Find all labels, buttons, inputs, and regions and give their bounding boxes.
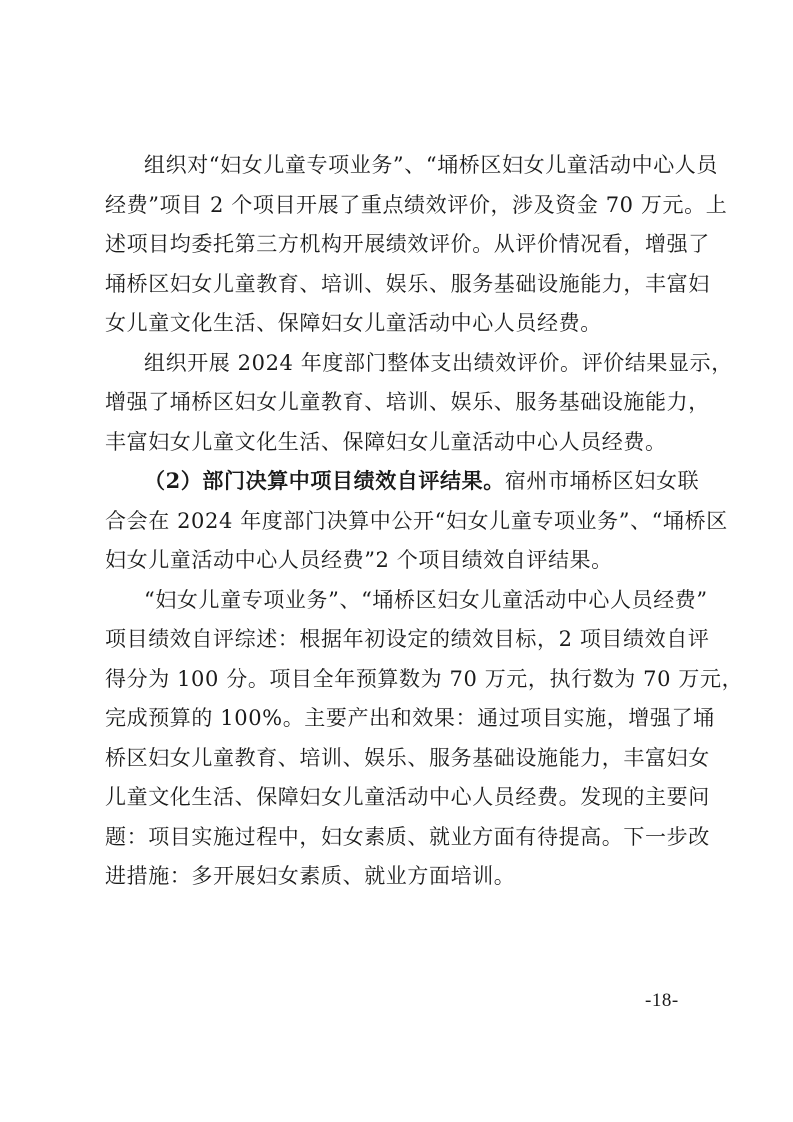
paragraph-1-line-4: 埇桥区妇女儿童教育、培训、娱乐、服务基础设施能力，丰富妇 xyxy=(105,272,710,296)
paragraph-1-line-1: 组织对“妇女儿童专项业务”、“埇桥区妇女儿童活动中心人员 xyxy=(144,153,719,177)
paragraph-1-line-2: 经费”项目 2 个项目开展了重点绩效评价，涉及资金 70 万元。上 xyxy=(105,193,728,217)
paragraph-2-line-2: 增强了埇桥区妇女儿童教育、培训、娱乐、服务基础设施能力， xyxy=(105,390,710,414)
paragraph-1-line-3: 述项目均委托第三方机构开展绩效评价。从评价情况看，增强了 xyxy=(105,232,710,256)
paragraph-4-line-5: 桥区妇女儿童教育、培训、娱乐、服务基础设施能力，丰富妇女 xyxy=(105,746,710,770)
paragraph-4-line-3: 得分为 100 分。项目全年预算数为 70 万元，执行数为 70 万元， xyxy=(105,667,744,691)
paragraph-3-lead-text: 宿州市埇桥区妇女联 xyxy=(504,469,700,493)
paragraph-4-line-2: 项目绩效自评综述：根据年初设定的绩效目标，2 项目绩效自评 xyxy=(105,627,710,651)
paragraph-4-line-6: 儿童文化生活、保障妇女儿童活动中心人员经费。发现的主要问 xyxy=(105,785,710,809)
paragraph-3-line-1 xyxy=(144,468,699,494)
paragraph-1-line-5: 女儿童文化生活、保障妇女儿童活动中心人员经费。 xyxy=(105,311,602,335)
paragraph-4-line-8: 进措施：多开展妇女素质、就业方面培训。 xyxy=(105,864,516,888)
paragraph-4-line-7: 题：项目实施过程中，妇女素质、就业方面有待提高。下一步改 xyxy=(105,825,710,849)
paragraph-3-line-2: 合会在 2024 年度部门决算中公开“妇女儿童专项业务”、“埇桥区 xyxy=(105,509,728,533)
paragraph-3-line-3: 妇女儿童活动中心人员经费”2 个项目绩效自评结果。 xyxy=(105,548,613,572)
section-heading: （2）部门决算中项目绩效自评结果。 xyxy=(144,468,505,493)
paragraph-4-line-4: 完成预算的 100%。主要产出和效果：通过项目实施，增强了埇 xyxy=(105,706,715,730)
paragraph-2-line-1: 组织开展 2024 年度部门整体支出绩效评价。评价结果显示， xyxy=(144,351,733,375)
paragraph-4-line-1: “妇女儿童专项业务”、“埇桥区妇女儿童活动中心人员经费” xyxy=(144,588,708,612)
page-number: -18- xyxy=(645,990,679,1011)
paragraph-2-line-3: 丰富妇女儿童文化生活、保障妇女儿童活动中心人员经费。 xyxy=(105,430,667,454)
